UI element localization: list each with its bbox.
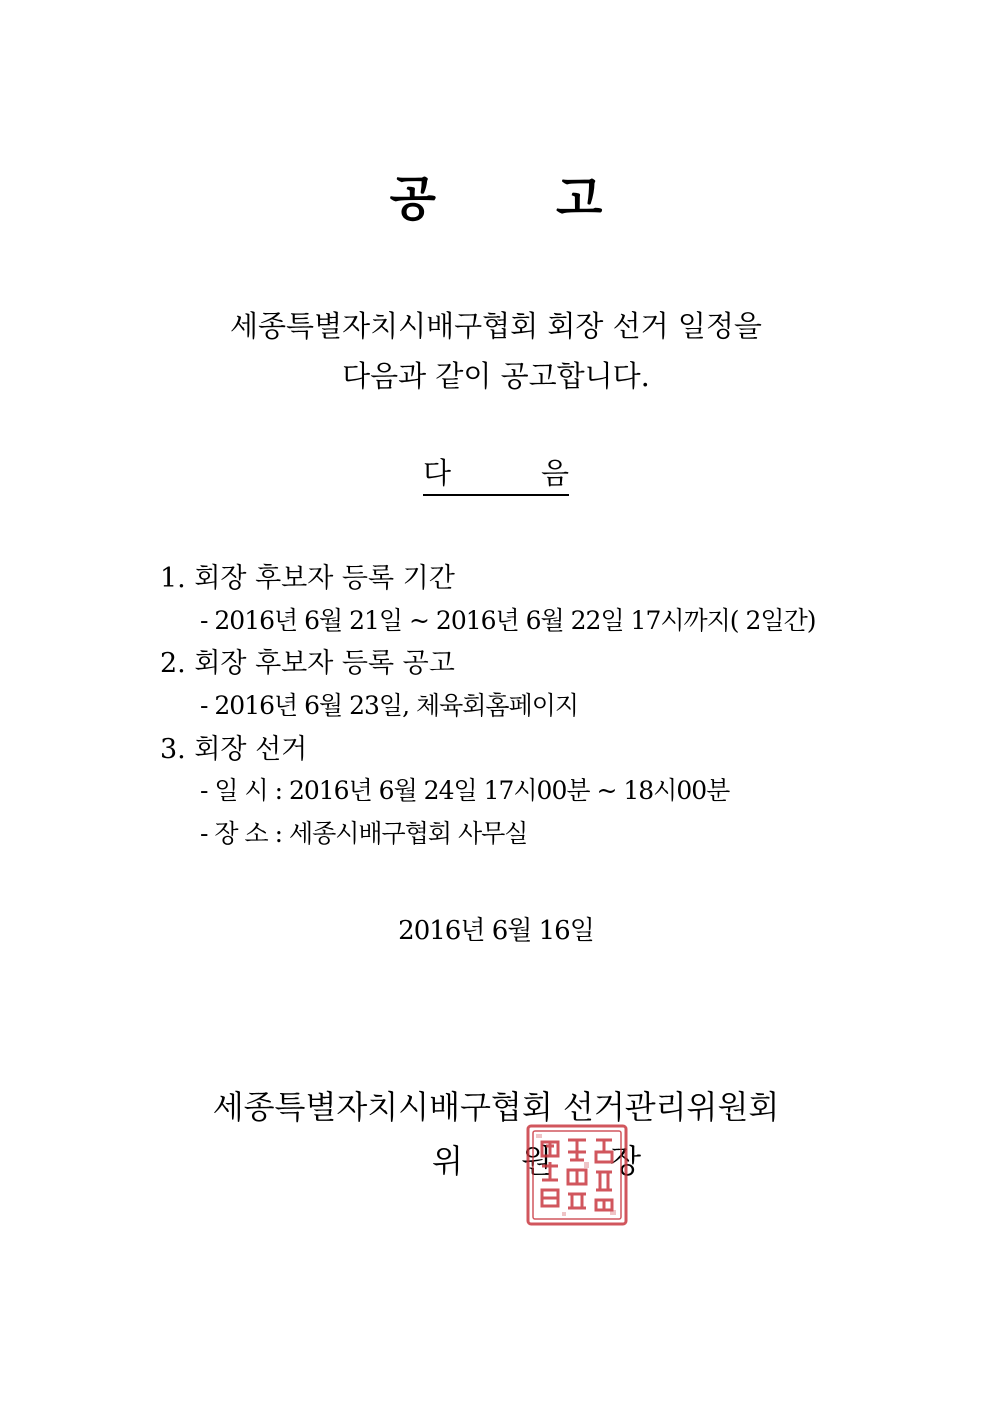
item-3-detail-time: - 일 시 : 2016년 6월 24일 17시00분 ~ 18시00분 xyxy=(200,776,730,805)
section-heading xyxy=(0,456,992,496)
item-3-detail-place: - 장 소 : 세종시배구협회 사무실 xyxy=(200,819,528,848)
announcement-date: 2016년 6월 16일 xyxy=(398,916,594,946)
item-2-label: 2. 회장 후보자 등록 공고 xyxy=(160,648,455,679)
item-1-label: 1. 회장 후보자 등록 기간 xyxy=(160,563,455,594)
document-title xyxy=(0,160,992,229)
intro-line-2: 다음과 같이 공고합니다. xyxy=(342,359,650,393)
heading-char-1: 다 xyxy=(422,456,451,490)
heading-char-2: 음 xyxy=(541,456,570,490)
signature-title: 위 원 장 xyxy=(432,1142,666,1180)
signature-organization: 세종특별자치시배구협회 선거관리위원회 xyxy=(212,1088,780,1126)
item-2-detail: - 2016년 6월 23일, 체육회홈페이지 xyxy=(200,691,579,720)
title-char-1: 공 xyxy=(389,171,436,227)
intro-line-1: 세종특별자치시배구협회 회장 선거 일정을 xyxy=(230,309,762,343)
official-seal-stamp-icon xyxy=(524,1122,630,1228)
title-char-2: 고 xyxy=(556,171,603,227)
heading-underline xyxy=(423,456,569,496)
item-1-detail: - 2016년 6월 21일 ~ 2016년 6월 22일 17시까지( 2일간) xyxy=(200,606,816,635)
item-3-label: 3. 회장 선거 xyxy=(160,734,308,765)
